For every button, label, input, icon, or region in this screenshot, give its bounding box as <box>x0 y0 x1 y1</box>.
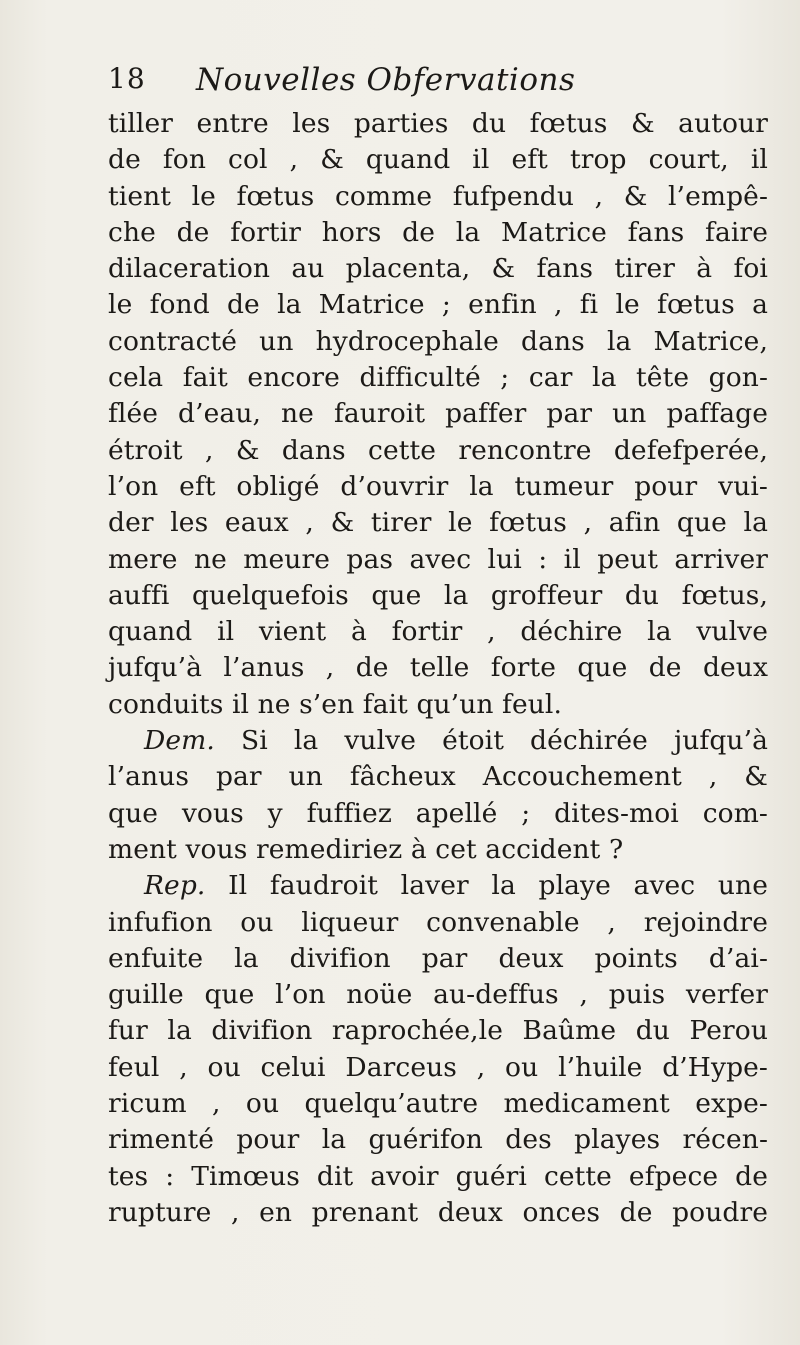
text-line: guille que l’on noüe au-deffus , puis verfer <box>108 979 768 1011</box>
text-line: l’anus par un fâcheux Accouchement , & <box>108 761 768 793</box>
text-line: auffi quelquefois que la groffeur du fœtus, <box>108 579 768 611</box>
body-text <box>108 106 768 1231</box>
text-line: infufion ou liqueur convenable , rejoindre <box>108 906 768 938</box>
text-line: tes : Timœus dit avoir guéri cette efpece de <box>108 1160 768 1192</box>
text-line: l’on eft obligé d’ouvrir la tumeur pour vui- <box>108 470 768 502</box>
text-line: tient le fœtus comme fufpendu , & l’empê- <box>108 180 768 212</box>
text-line: flée d’eau, ne fauroit paffer par un paffage <box>108 398 768 430</box>
text-line: que vous y fuffiez apellé ; dites-moi com- <box>108 797 768 829</box>
text-line: feul , ou celui Darceus , ou l’huile d’Hype- <box>108 1051 768 1083</box>
answer-line <box>108 868 768 904</box>
text-line: rimenté pour la guérifon des playes récen- <box>108 1124 768 1156</box>
text-line: jufqu’à l’anus , de telle forte que de deux <box>108 652 768 684</box>
text-line: ment vous remediriez à cet accident ? <box>108 833 624 865</box>
text-line: conduits il ne s’en fait qu’un feul. <box>108 688 563 720</box>
text-line: enfuite la divifion par deux points d’ai- <box>108 942 768 974</box>
text-line: dilaceration au placenta, & fans tirer à foi <box>108 253 768 285</box>
text-line: cela fait encore difficulté ; car la tête gon- <box>108 362 768 394</box>
text-line: mere ne meure pas avec lui : il peut arriver <box>108 543 768 575</box>
text-line: fur la divifion raprochée,le Baûme du Perou <box>108 1015 768 1047</box>
text-line: contracté un hydrocephale dans la Matrice, <box>108 325 768 357</box>
answer-label: Rep. <box>144 870 206 902</box>
question-label: Dem. <box>144 725 215 757</box>
page-header <box>108 62 748 102</box>
text-line: le fond de la Matrice ; enfin , fi le fœtus a <box>108 289 768 321</box>
text-line: de fon col , & quand il eft trop court, il <box>108 144 768 176</box>
answer-text: Il faudroit laver la playe avec une <box>205 870 768 902</box>
running-title: Nouvelles Obfervations <box>196 62 576 98</box>
question-line <box>108 723 768 759</box>
question-text: Si la vulve étoit déchirée jufqu’à <box>214 725 768 757</box>
text-line: che de fortir hors de la Matrice fans faire <box>108 216 768 248</box>
text-line: rupture , en prenant deux onces de poudre <box>108 1196 768 1228</box>
text-line: der les eaux , & tirer le fœtus , afin que la <box>108 507 768 539</box>
text-line: tiller entre les parties du fœtus & autour <box>108 108 768 139</box>
page-number: 18 <box>108 62 146 95</box>
text-line: étroit , & dans cette rencontre defefperée, <box>108 434 768 466</box>
text-line: ricum , ou quelqu’autre medicament expe- <box>108 1088 768 1120</box>
text-line: quand il vient à fortir , déchire la vulve <box>108 616 768 648</box>
